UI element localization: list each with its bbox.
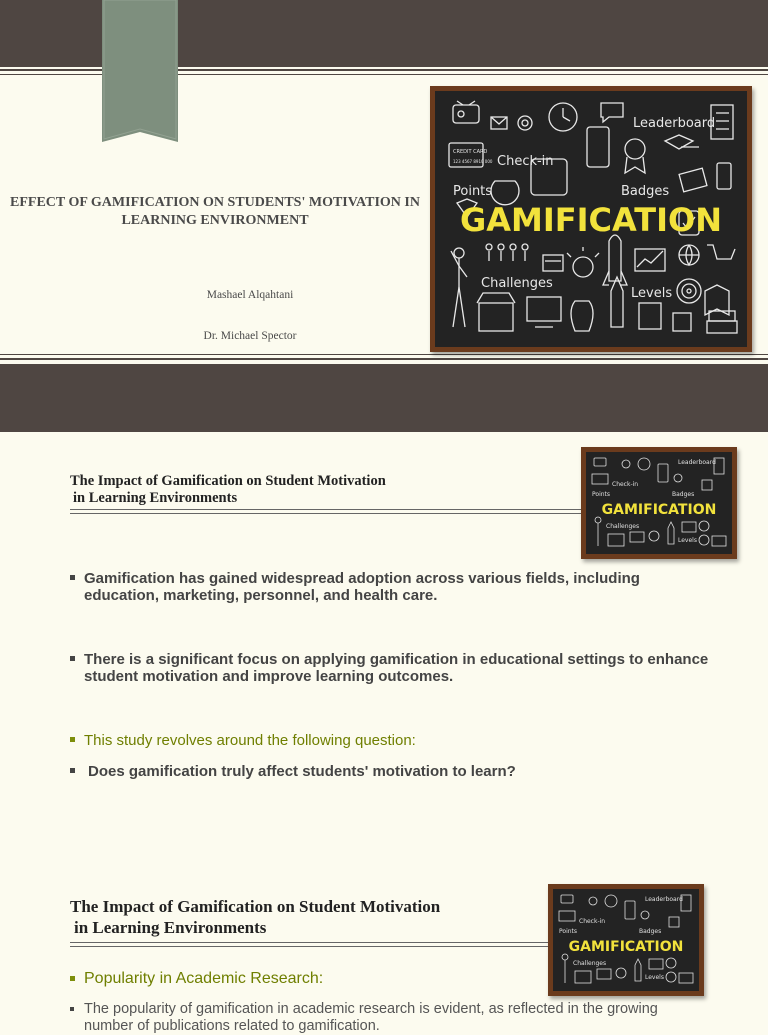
slide2-question-intro-text: This study revolves around the following question: (84, 732, 416, 749)
bullet-marker (70, 656, 75, 661)
gamification-chalkboard-large (430, 86, 752, 352)
advisor-name: Dr. Michael Spector (203, 330, 297, 342)
small-board2-word-badges: Badges (639, 928, 662, 935)
bottom-rule-1 (0, 354, 768, 355)
board-word-points: Points (453, 184, 493, 199)
small-board-title: GAMIFICATION (601, 502, 717, 518)
small-board-word-challenges: Challenges (606, 523, 640, 530)
small-board2-word-levels: Levels (645, 974, 664, 981)
board-card-number: 123 4567 8910 000 (453, 159, 493, 164)
small-board2-word-challenges: Challenges (573, 960, 607, 967)
slide3-heading-line1: The Impact of Gamification on Student Motivation (70, 897, 441, 916)
slide3-heading-line2: in Learning Environments (74, 918, 267, 937)
board-title: GAMIFICATION (459, 201, 723, 239)
slide2-heading-line1: The Impact of Gamification on Student Motivation (70, 473, 386, 489)
slide2-question-intro (70, 732, 710, 749)
slide2-heading (70, 473, 590, 507)
slide3-bullet-1 (70, 1001, 710, 1035)
small-board2-word-points: Points (559, 928, 578, 935)
small-board-word-badges: Badges (672, 491, 695, 498)
slide3-bullet-1-text: The popularity of gamification in academic research is evident, as reflected in the growing number of publications related to gamification. (84, 1001, 658, 1034)
slide2-question-text: Does gamification truly affect students' motivation to learn? (88, 763, 516, 780)
board-word-challenges: Challenges (481, 276, 553, 291)
slide3-heading (70, 896, 550, 938)
presentation-title: EFFECT OF GAMIFICATION ON STUDENTS' MOTIVATION IN LEARNING ENVIRONMENT (10, 195, 420, 228)
small-board-word-points: Points (592, 491, 611, 498)
small-board2-title: GAMIFICATION (568, 939, 684, 955)
slide2-question (70, 763, 710, 780)
bullet-marker (70, 768, 75, 773)
author-name: Mashael Alqahtani (206, 289, 294, 301)
slide3-subhead (70, 970, 710, 987)
bullet-marker (70, 575, 75, 580)
bullet-marker (70, 1007, 74, 1011)
gamification-chalkboard-small (581, 447, 737, 559)
board-word-checkin: Check-in (497, 154, 554, 169)
bullet-marker (70, 976, 75, 981)
slide3-heading-rule (70, 942, 550, 947)
board-word-leaderboard: Leaderboard (633, 116, 716, 131)
board-word-levels: Levels (631, 286, 673, 301)
middle-band (0, 364, 768, 432)
board-word-badges: Badges (621, 184, 670, 199)
slide2-bullet-2 (70, 651, 710, 685)
slide2-bullet-1 (70, 570, 710, 604)
bookmark-ribbon (102, 0, 178, 142)
bottom-rule-2 (0, 358, 768, 360)
slide3-subhead-text: Popularity in Academic Research: (84, 970, 324, 987)
small-board-word-leaderboard: Leaderboard (678, 459, 716, 466)
board-credit-card-label: CREDIT CARD (453, 149, 488, 155)
small-board2-word-leaderboard: Leaderboard (645, 896, 683, 903)
slide2-heading-rule (70, 509, 584, 514)
slide2-bullet-1-text: Gamification has gained widespread adoption across various fields, including education, marketing, personnel, and health care. (84, 570, 640, 604)
small-board2-word-checkin: Check-in (579, 918, 606, 925)
bullet-marker (70, 737, 75, 742)
slide2-bullet-2-text: There is a significant focus on applying gamification in educational settings to enhance student motivation and improve learning outcomes. (84, 651, 709, 685)
slide2-heading-line2: in Learning Environments (73, 490, 238, 506)
small-board-word-levels: Levels (678, 537, 697, 544)
small-board-word-checkin: Check-in (612, 481, 639, 488)
